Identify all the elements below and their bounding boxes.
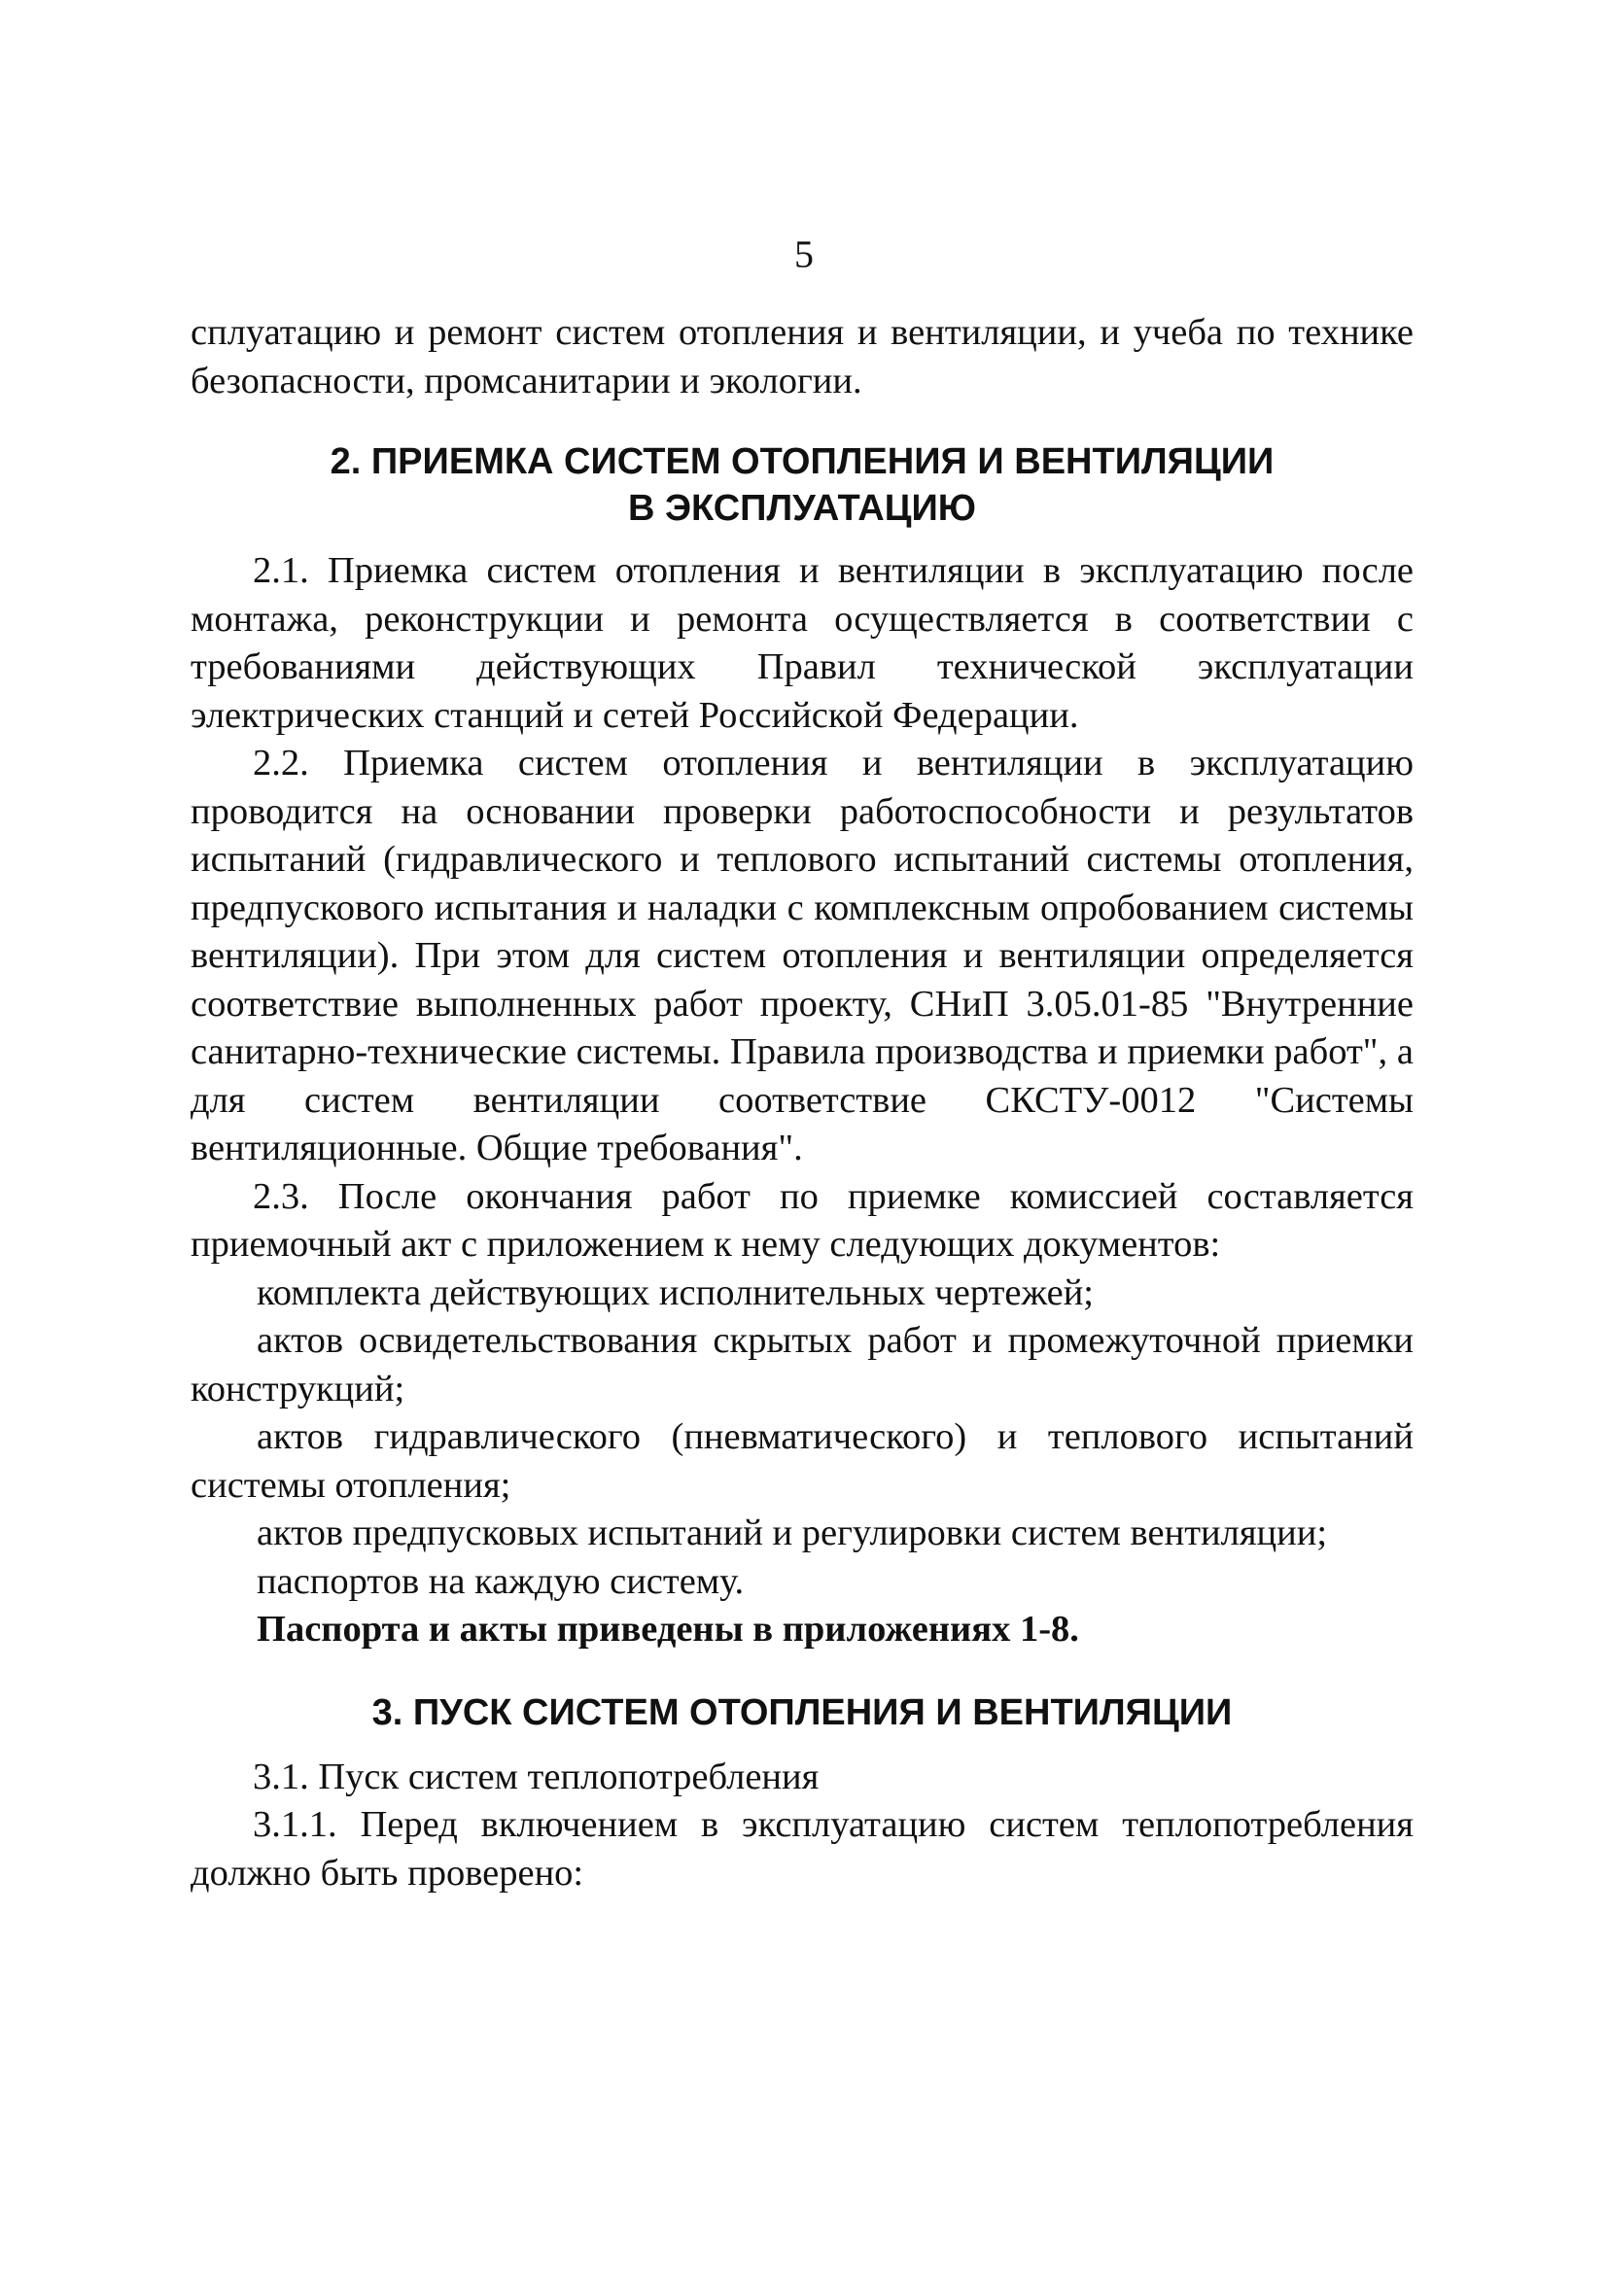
list-item: актов освидетельствования скрытых работ и промежуточной приемки конструкций;: [191, 1320, 1414, 1409]
paragraph-2-3: 2.3. После окончания работ по приемке комиссией составляется приемочный акт с приложением к нему следующих документов:: [191, 1175, 1414, 1265]
list-item: актов гидравлического (пневматического) и теплового испытаний системы отопления;: [191, 1416, 1414, 1506]
list-item: актов предпусковых испытаний и регулировки систем вентиляции;: [257, 1513, 1328, 1553]
paragraph-3-1: 3.1. Пуск систем теплопотребления: [253, 1756, 820, 1797]
appendix-note: Паспорта и акты приведены в приложениях 1-8.: [257, 1609, 1079, 1650]
page-number: 5: [794, 232, 814, 276]
page-content: [191, 309, 1414, 1897]
section-3-heading: 3. ПУСК СИСТЕМ ОТОПЛЕНИЯ И ВЕНТИЛЯЦИИ: [371, 1691, 1233, 1733]
section-2-heading: [191, 438, 1414, 532]
paragraph-2-1: 2.1. Приемка систем отопления и вентиляции в эксплуатацию после монтажа, реконструкции и ремонта осуществляется в соответствии с требованиями действующих Правил технической эксплуатации электрических станций и сетей Российской Федерации.: [191, 550, 1414, 736]
intro-paragraph: сплуатацию и ремонт систем отопления и вентиляции, и учеба по технике безопасности, промсанитарии и экологии.: [191, 312, 1414, 401]
list-item: паспортов на каждую систему.: [257, 1560, 745, 1602]
section-2-heading-line-2: В ЭКСПЛУАТАЦИЮ: [628, 488, 976, 529]
list-item: комплекта действующих исполнительных чертежей;: [257, 1271, 1095, 1313]
section-2-heading-line-1: 2. ПРИЕМКА СИСТЕМ ОТОПЛЕНИЯ И ВЕНТИЛЯЦИИ: [330, 441, 1275, 482]
paragraph-2-2: 2.2. Приемка систем отопления и вентиляции в эксплуатацию проводится на основании проверки работоспособности и результатов испытаний (гидравлического и теплового испытаний системы отопления, предпускового испытания и наладки с комплексным опробованием системы вентиляции). При этом для систем отопления и вентиляции определяется соответствие выполненных работ проекту, СНиП 3.05.01-85 "Внутренние санитарно-технические системы. Правила производства и приемки работ", а для систем вентиляции соответствие СКСТУ-0012 "Системы вентиляционные. Общие требования".: [191, 743, 1414, 1168]
paragraph-3-1-1: 3.1.1. Перед включением в эксплуатацию систем теплопотребления должно быть проверено:: [191, 1804, 1414, 1894]
